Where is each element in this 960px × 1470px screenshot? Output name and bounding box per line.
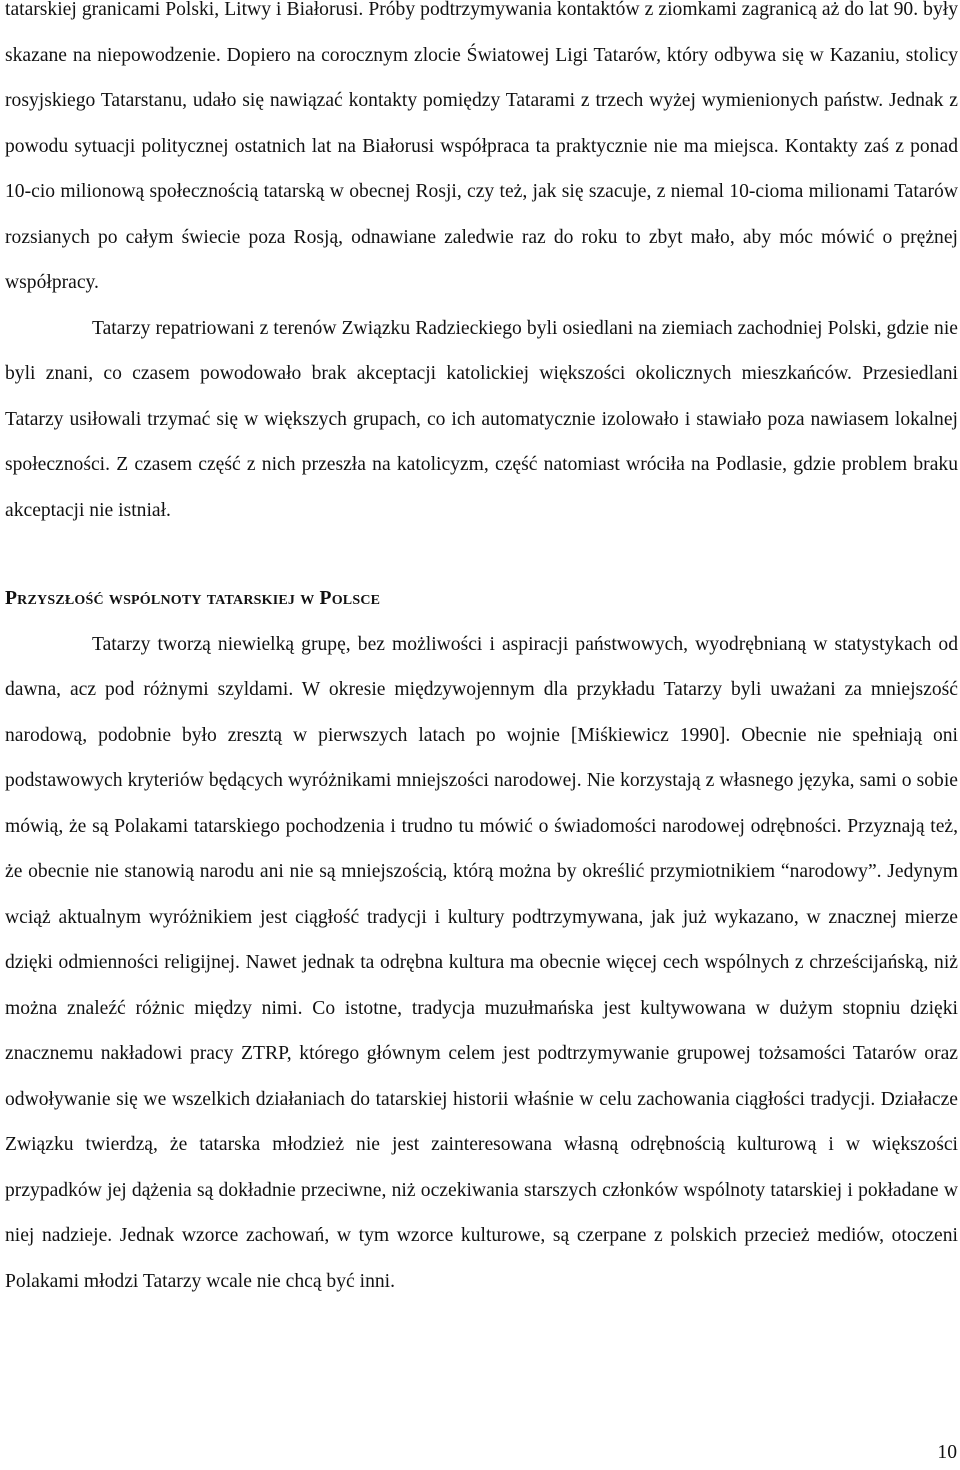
paragraph-continuation: tatarskiej granicami Polski, Litwy i Białorusi. Próby podtrzymywania kontaktów z ziomkami zagranicą aż do lat 90. były skazane na niepowodzenie. Dopiero na corocznym zlocie Światowej Ligi Tatarów, który odbywa się w Kazaniu, stolicy rosyjskiego Tatarstanu, udało się nawiązać kontakty pomiędzy Tatarami z trzech wyżej wymienionych państw. Jednak z powodu sytuacji politycznej ostatnich lat na Białorusi współpraca ta praktycznie nie ma miejsca. Kontakty zaś z ponad 10-cio milionową społecznością tatarską w obecnej Rosji, czy też, jak się szacuje, z niemal 10-cioma milionami Tatarów rozsianych po całym świecie poza Rosją, odnawiane zaledwie raz do roku to zbyt mało, aby móc mówić o prężnej współpracy. bbox=[5, 0, 958, 293]
paragraph-future-community: Tatarzy tworzą niewielką grupę, bez możliwości i aspiracji państwowych, wyodrębnianą w statystykach od dawna, acz pod różnymi szyldami. W okresie międzywojennym dla przykładu Tatarzy byli uważani za mniejszość narodową, podobnie było zresztą w pierwszych latach po wojnie [Miśkiewicz 1990]. Obecnie nie spełniają oni podstawowych kryteriów będących wyróżnikami mniejszości narodowej. Nie korzystają z własnego języka, sami o sobie mówią, że są Polakami tatarskiego pochodzenia i trudno tu mówić o świadomości narodowej odrębności. Przyznają też, że obecnie nie stanowią narodu ani nie są mniejszością, którą można by określić przymiotnikiem “narodowy”. Jedynym wciąż aktualnym wyróżnikiem jest ciągłość tradycji i kultury podtrzymywana, jak już wykazano, w znacznej mierze dzięki odmienności religijnej. Nawet jednak ta odrębna kultura ma obecnie więcej cech wspólnych z chrześcijańską, niż można znaleźć różnic między nimi. Co istotne, tradycja muzułmańska jest kultywowana w dużym stopniu dzięki znacznemu nakładowi pracy ZTRP, którego głównym celem jest podtrzymywanie grupowej tożsamości Tatarów oraz odwoływanie się we wszelkich działaniach do tatarskiej historii właśnie w celu zachowania ciągłości tradycji. Działacze Związku twierdzą, że tatarska młodzież nie jest zainteresowana własną odrębnością kulturową i w większości przypadków jej dążenia są dokładnie przeciwne, niż oczekiwania starszych członków wspólnoty tatarskiej i pokładane w niej nadzieje. Jednak wzorce zachowań, w tym wzorce kulturowe, są czerpane z polskich przecież mediów, otoczeni Polakami młodzi Tatarzy wcale nie chcą być inni. bbox=[5, 633, 958, 1292]
page-number: 10 bbox=[937, 1442, 957, 1463]
paragraph-repatriation: Tatarzy repatriowani z terenów Związku Radzieckiego byli osiedlani na ziemiach zachodniej Polski, gdzie nie byli znani, co czasem powodowało brak akceptacji katolickiej większości okolicznych mieszkańców. Przesiedlani Tatarzy usiłowali trzymać się w większych grupach, co ich automatycznie izolowało i stawiało poza nawiasem lokalnej społeczności. Z czasem część z nich przeszła na katolicyzm, część natomiast wróciła na Podlasie, gdzie problem braku akceptacji nie istniał. bbox=[5, 317, 958, 521]
document-page bbox=[5, 0, 958, 1304]
section-heading: Przyszłość wspólnoty tatarskiej w Polsce bbox=[5, 588, 381, 609]
